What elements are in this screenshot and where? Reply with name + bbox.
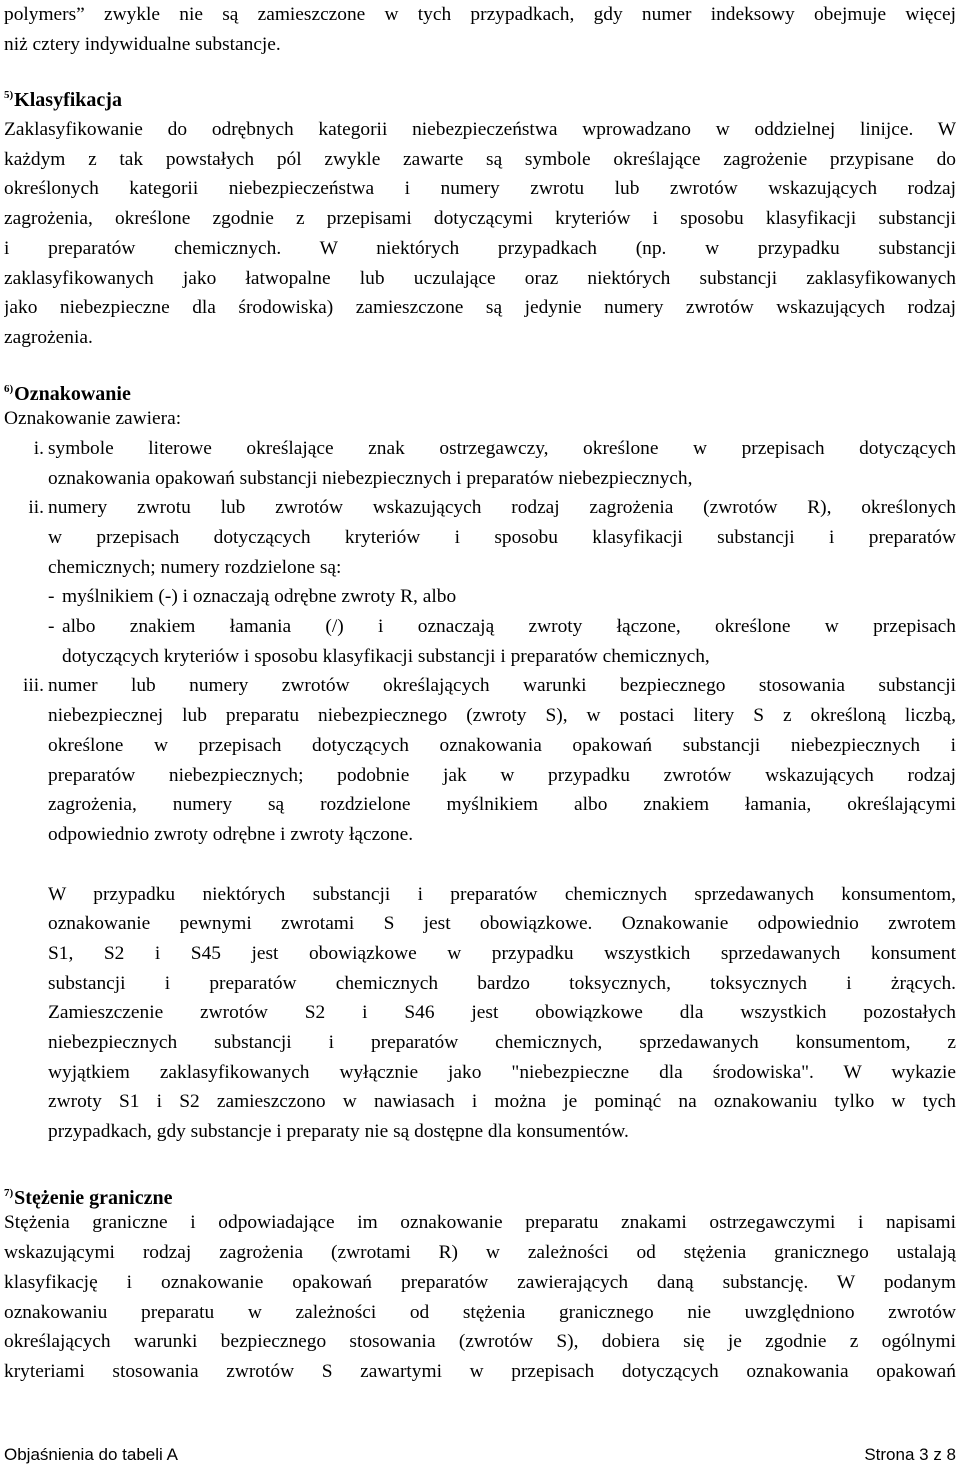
sub-list-item-line: myślnikiem (-) i oznaczają odrębne zwroty R, albo [62, 586, 457, 608]
footer-page-number: Strona 3 z 8 [864, 1445, 956, 1464]
paragraph-line: zwroty S1 i S2 zamieszczono w nawiasach i można je pominąć na oznakowaniu tylko w tych [48, 1091, 956, 1113]
paragraph-line: Zamieszczenie zwrotów S2 i S46 jest obowiązkowe dla wszystkich pozostałych [48, 1002, 956, 1024]
sub-list-item [48, 582, 956, 612]
list-item-line: niebezpiecznej lub preparatu niebezpiecznego (zwroty S), w postaci litery S z określoną liczbą, [48, 705, 956, 727]
list-marker: ii. [28, 497, 44, 519]
section-6-number: 6) [4, 382, 14, 395]
labeling-list [4, 434, 956, 850]
sub-list-item-line: albo znakiem łamania (/) i oznaczają zwroty łączone, określone w przepisach [62, 616, 956, 638]
consumer-paragraph [48, 880, 956, 1147]
section-7-body [4, 1208, 956, 1386]
paragraph-line: W przypadku niektórych substancji i preparatów chemicznych sprzedawanych konsumentom, [48, 883, 956, 905]
intro-line: niż cztery indywidualne substancje. [4, 33, 281, 55]
paragraph-line: przypadkach, gdy substancje i preparaty nie są dostępne dla konsumentów. [48, 1121, 629, 1143]
sub-list-item [48, 612, 956, 671]
list-item-line: oznakowania opakowań substancji niebezpiecznych i preparatów niebezpiecznych, [48, 467, 693, 489]
list-item-line: numer lub numery zwrotów określających warunki bezpiecznego stosowania substancji [48, 675, 956, 697]
section-5-line: zagrożenia. [4, 326, 93, 348]
section-5-line: każdym z tak powstałych pól zwykle zawarte są symbole określające zagrożenie przypisane do [4, 148, 956, 170]
section-6-intro: Oznakowanie zawiera: [4, 408, 182, 430]
section-7-line: Stężenia graniczne i odpowiadające im oznakowanie preparatu znakami ostrzegawczymi i napisami [4, 1212, 956, 1234]
list-item [28, 493, 956, 671]
section-5-body [4, 115, 956, 353]
page-footer [4, 1443, 956, 1467]
list-item-line: zagrożenia, numery są rozdzielone myślnikiem albo znakiem łamania, określającymi [48, 794, 956, 816]
paragraph-line: S1, S2 i S45 jest obowiązkowe w przypadku wszystkich sprzedawanych konsument [48, 942, 956, 964]
section-6-heading [4, 375, 956, 405]
list-item-line: chemicznych; numery rozdzielone są: [48, 556, 342, 578]
section-7-line: klasyfikację i oznakowanie opakowań preparatów zawierających daną substancję. W podanym [4, 1271, 956, 1293]
section-5-line: określonych kategorii niebezpieczeństwa i numery zwrotu lub zwrotów wskazujących rodzaj [4, 178, 956, 200]
sub-list-marker: - [48, 586, 55, 608]
paragraph-line: niebezpiecznych substancji i preparatów chemicznych, sprzedawanych konsumentom, z [48, 1032, 956, 1053]
list-item-line: symbole literowe określające znak ostrzegawczy, określone w przepisach dotyczących [48, 437, 956, 459]
section-5-heading [4, 81, 956, 111]
list-item [33, 434, 956, 493]
section-7-title: Stężenie graniczne [14, 1186, 173, 1209]
section-7-line: oznakowaniu preparatu w zależności od stężenia granicznego nie uwzględniono zwrotów [4, 1301, 956, 1323]
list-item [22, 671, 956, 849]
list-marker: i. [33, 437, 44, 459]
list-item-line: określone w przepisach dotyczących oznakowania opakowań substancji niebezpiecznych i [48, 734, 956, 756]
list-item-line: numery zwrotu lub zwrotów wskazujących rodzaj zagrożenia (zwrotów R), określonych [48, 497, 956, 519]
section-5-line: i preparatów chemicznych. W niektórych przypadkach (np. w przypadku substancji [4, 237, 956, 259]
section-5-line: jako niebezpieczne dla środowiska) zamieszczone są jedynie numery zwrotów wskazujących rodzaj [4, 297, 956, 319]
section-5-number: 5) [4, 89, 14, 102]
section-5-title: Klasyfikacja [14, 89, 122, 112]
paragraph-line: substancji i preparatów chemicznych bardzo toksycznych, toksycznych i żrących. [48, 972, 956, 994]
section-5-line: zaklasyfikowanych jako łatwopalne lub uczulające oraz niektórych substancji zaklasyfikowanych [4, 267, 956, 289]
section-7-number: 7) [4, 1186, 14, 1199]
section-7-heading [4, 1179, 956, 1209]
sub-list-marker: - [48, 616, 55, 638]
section-6-title: Oznakowanie [14, 382, 131, 405]
list-marker: iii. [22, 675, 44, 697]
paragraph-line: oznakowanie pewnymi zwrotami S jest obowiązkowe. Oznakowanie odpowiednio zwrotem [48, 913, 956, 935]
sub-list-item-line: dotyczących kryteriów i sposobu klasyfikacji substancji i preparatów chemicznych, [62, 645, 710, 667]
intro-line: polymers” zwykle nie są zamieszczone w tych przypadkach, gdy numer indeksowy obejmuje więcej [4, 4, 956, 25]
list-item-line: w przepisach dotyczących kryteriów i sposobu klasyfikacji substancji i preparatów [48, 527, 956, 548]
section-7-line: kryteriami stosowania zwrotów S zawartymi w przepisach dotyczących oznakowania opakowań [4, 1360, 956, 1382]
list-item-line: preparatów niebezpiecznych; podobnie jak w przypadku zwrotów wskazujących rodzaj [48, 764, 956, 786]
document-page [4, 0, 956, 1440]
list-item-line: odpowiednio zwroty odrębne i zwroty łączone. [48, 823, 414, 845]
section-7-line: wskazującymi rodzaj zagrożenia (zwrotami R) w zależności od stężenia granicznego ustalają [4, 1242, 956, 1264]
section-5-line: Zaklasyfikowanie do odrębnych kategorii niebezpieczeństwa wprowadzano w oddzielnej linijce. W [4, 119, 956, 141]
section-7-line: określających warunki bezpiecznego stosowania (zwrotów S), dobiera się je zgodnie z ogólnymi [4, 1331, 956, 1353]
footer-document-title: Objaśnienia do tabeli A [4, 1445, 178, 1464]
paragraph-line: wyjątkiem zaklasyfikowanych wyłącznie jako "niebezpieczne dla środowiska". W wykazie [48, 1061, 956, 1083]
section-5-line: zagrożenia, określone zgodnie z przepisami dotyczącymi kryteriów i sposobu klasyfikacji substancji [4, 208, 956, 230]
